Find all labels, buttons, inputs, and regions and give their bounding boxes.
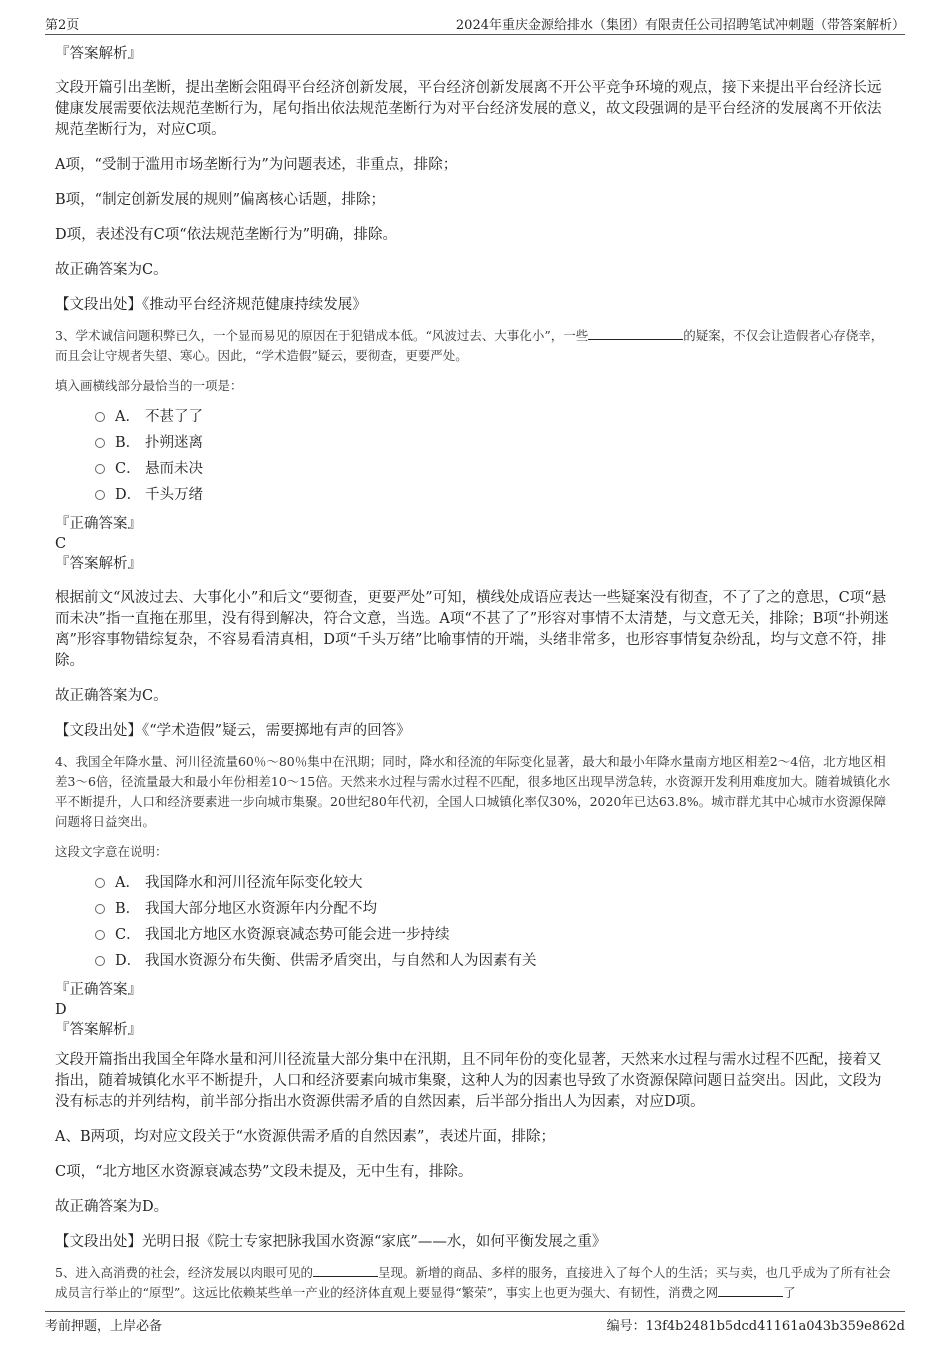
source-citation: 【文段出处】光明日报《院士专家把脉我国水资源“家底”——水，如何平衡发展之重》: [55, 1234, 607, 1250]
question-prompt: 这段文字意在说明：: [55, 844, 168, 859]
question-stem: 5、进入高消费的社会，经济发展以肉眼可见的 呈现。新增的商品、多样的服务，直接进入了每个人的生活；买与卖，也几乎成为了所有社会成员言行举止的“原型”。这远比依赖某些单一产业的经济体直观上要显得“繁荣”，事实上也更为强大、有韧性，消费之网 了: [55, 1265, 891, 1300]
page-footer: [45, 1311, 905, 1334]
radio-icon[interactable]: [95, 956, 105, 966]
fill-blank: [718, 1284, 783, 1297]
analysis-label: 『答案解析』: [55, 1022, 142, 1038]
page-header: [45, 14, 905, 35]
document-title: 2024年重庆金源给排水（集团）有限责任公司招聘笔试冲刺题（带答案解析）: [455, 18, 905, 33]
option-c[interactable]: C． 我国北方地区水资源衰减态势可能会进一步持续: [95, 922, 895, 948]
correct-answer-label: 『正确答案』: [55, 982, 142, 998]
option-list: [95, 870, 895, 974]
radio-icon[interactable]: [95, 904, 105, 914]
question-stem: 4、我国全年降水量、河川径流量60％～80％集中在汛期；同时，降水和径流的年际变化显著，最大和最小年降水量南方地区相差2～4倍，北方地区相差3～6倍，径流量最大和最小年份相差10～15倍。天然来水过程与需水过程不匹配，很多地区出现旱涝急转，水资源开发利用难度加大。随着城镇化水平不断提升，人口和经济要素进一步向城市集聚。20世纪80年代初，全国人口城镇化率仅30%，2020年已达63.8%。城市群尤其中心城市水资源保障问题将日益突出。: [55, 754, 891, 829]
analysis-text: 文段开篇指出我国全年降水量和河川径流量大部分集中在汛期，且不同年份的变化显著，天然来水过程与需水过程不匹配，接着又指出，随着城镇化水平不断提升，人口和经济要素向城市集聚，这种人为的因素也导致了水资源保障问题日益突出。因此，文段为没有标志的并列结构，前半部分指出水资源供需矛盾的自然因素，后半部分指出人为因素，对应D项。: [55, 1052, 882, 1110]
analysis-option-d: D项，表述没有C项“依法规范垄断行为”明确，排除。: [55, 227, 398, 243]
option-c[interactable]: C． 悬而未决: [95, 456, 895, 482]
fill-blank: [313, 1264, 378, 1277]
analysis-option-a: A项，“受制于滥用市场垄断行为”为问题表述，非重点，排除；: [55, 157, 458, 173]
analysis-label: 『答案解析』: [55, 46, 142, 62]
analysis-text: 根据前文“风波过去、大事化小”和后文“要彻查，更要严处”可知，横线处成语应表达一些疑案没有彻查，不了了之的意思，C项“悬而未决”指一直拖在那里，没有得到解决，符合文意，当选。A项“不甚了了”形容对事情不太清楚，与文意无关，排除；B项“扑朔迷离”形容事物错综复杂，不容易看清真相，D项“千头万绪”比喻事情的开端，头绪非常多，也形容事情复杂纷乱，均与文意不符，排除。: [55, 590, 889, 669]
option-b[interactable]: B． 扑朔迷离: [95, 430, 895, 456]
option-b[interactable]: B． 我国大部分地区水资源年内分配不均: [95, 896, 895, 922]
option-d[interactable]: D． 千头万绪: [95, 482, 895, 508]
question-stem: 3、学术诚信问题积弊已久，一个显而易见的原因在于犯错成本低。“风波过去、大事化小”，一些 的疑案，不仅会让造假者心存侥幸，而且会让守规者失望、寒心。因此，“学术造假”疑云，要彻查，更要严处。: [55, 328, 884, 363]
radio-icon[interactable]: [95, 438, 105, 448]
radio-icon[interactable]: [95, 464, 105, 474]
analysis-text: 文段开篇引出垄断，提出垄断会阻碍平台经济创新发展，平台经济创新发展离不开公平竞争环境的观点，接下来提出平台经济长远健康发展需要依法规范垄断行为，尾句指出依法规范垄断行为对平台经济发展的意义，故文段强调的是平台经济的发展离不开依法规范垄断行为，对应C项。: [55, 80, 882, 138]
option-a[interactable]: A． 不甚了了: [95, 404, 895, 430]
option-a[interactable]: A． 我国降水和河川径流年际变化较大: [95, 870, 895, 896]
radio-icon[interactable]: [95, 412, 105, 422]
correct-answer: C: [55, 536, 67, 552]
analysis-option-c: C项，“北方地区水资源衰减态势”文段未提及，无中生有，排除。: [55, 1164, 473, 1180]
footer-slogan: 考前押题，上岸必备: [45, 1319, 163, 1334]
analysis-label: 『答案解析』: [55, 556, 142, 572]
question-prompt: 填入画横线部分最恰当的一项是：: [55, 378, 243, 393]
correct-answer-label: 『正确答案』: [55, 516, 142, 532]
correct-answer: D: [55, 1002, 67, 1018]
radio-icon[interactable]: [95, 930, 105, 940]
fill-blank: [588, 327, 683, 340]
analysis-option-b: B项，“制定创新发展的规则”偏离核心话题，排除；: [55, 192, 385, 208]
radio-icon[interactable]: [95, 490, 105, 500]
final-answer: 故正确答案为D。: [55, 1199, 169, 1215]
source-citation: 【文段出处】《“学术造假”疑云，需要掷地有声的回答》: [55, 723, 411, 739]
final-answer: 故正确答案为C。: [55, 688, 168, 704]
document-id: 编号：13f4b2481b5dcd41161a043b359e862d: [606, 1319, 905, 1334]
page-number: 第2页: [45, 18, 80, 33]
source-citation: 【文段出处】《推动平台经济规范健康持续发展》: [55, 297, 367, 313]
radio-icon[interactable]: [95, 878, 105, 888]
option-list: [95, 404, 895, 508]
analysis-option-ab: A、B两项，均对应文段关于“水资源供需矛盾的自然因素”，表述片面，排除；: [55, 1129, 555, 1145]
option-d[interactable]: D． 我国水资源分布失衡、供需矛盾突出，与自然和人为因素有关: [95, 948, 895, 974]
final-answer: 故正确答案为C。: [55, 262, 168, 278]
page-content: [55, 44, 895, 1303]
